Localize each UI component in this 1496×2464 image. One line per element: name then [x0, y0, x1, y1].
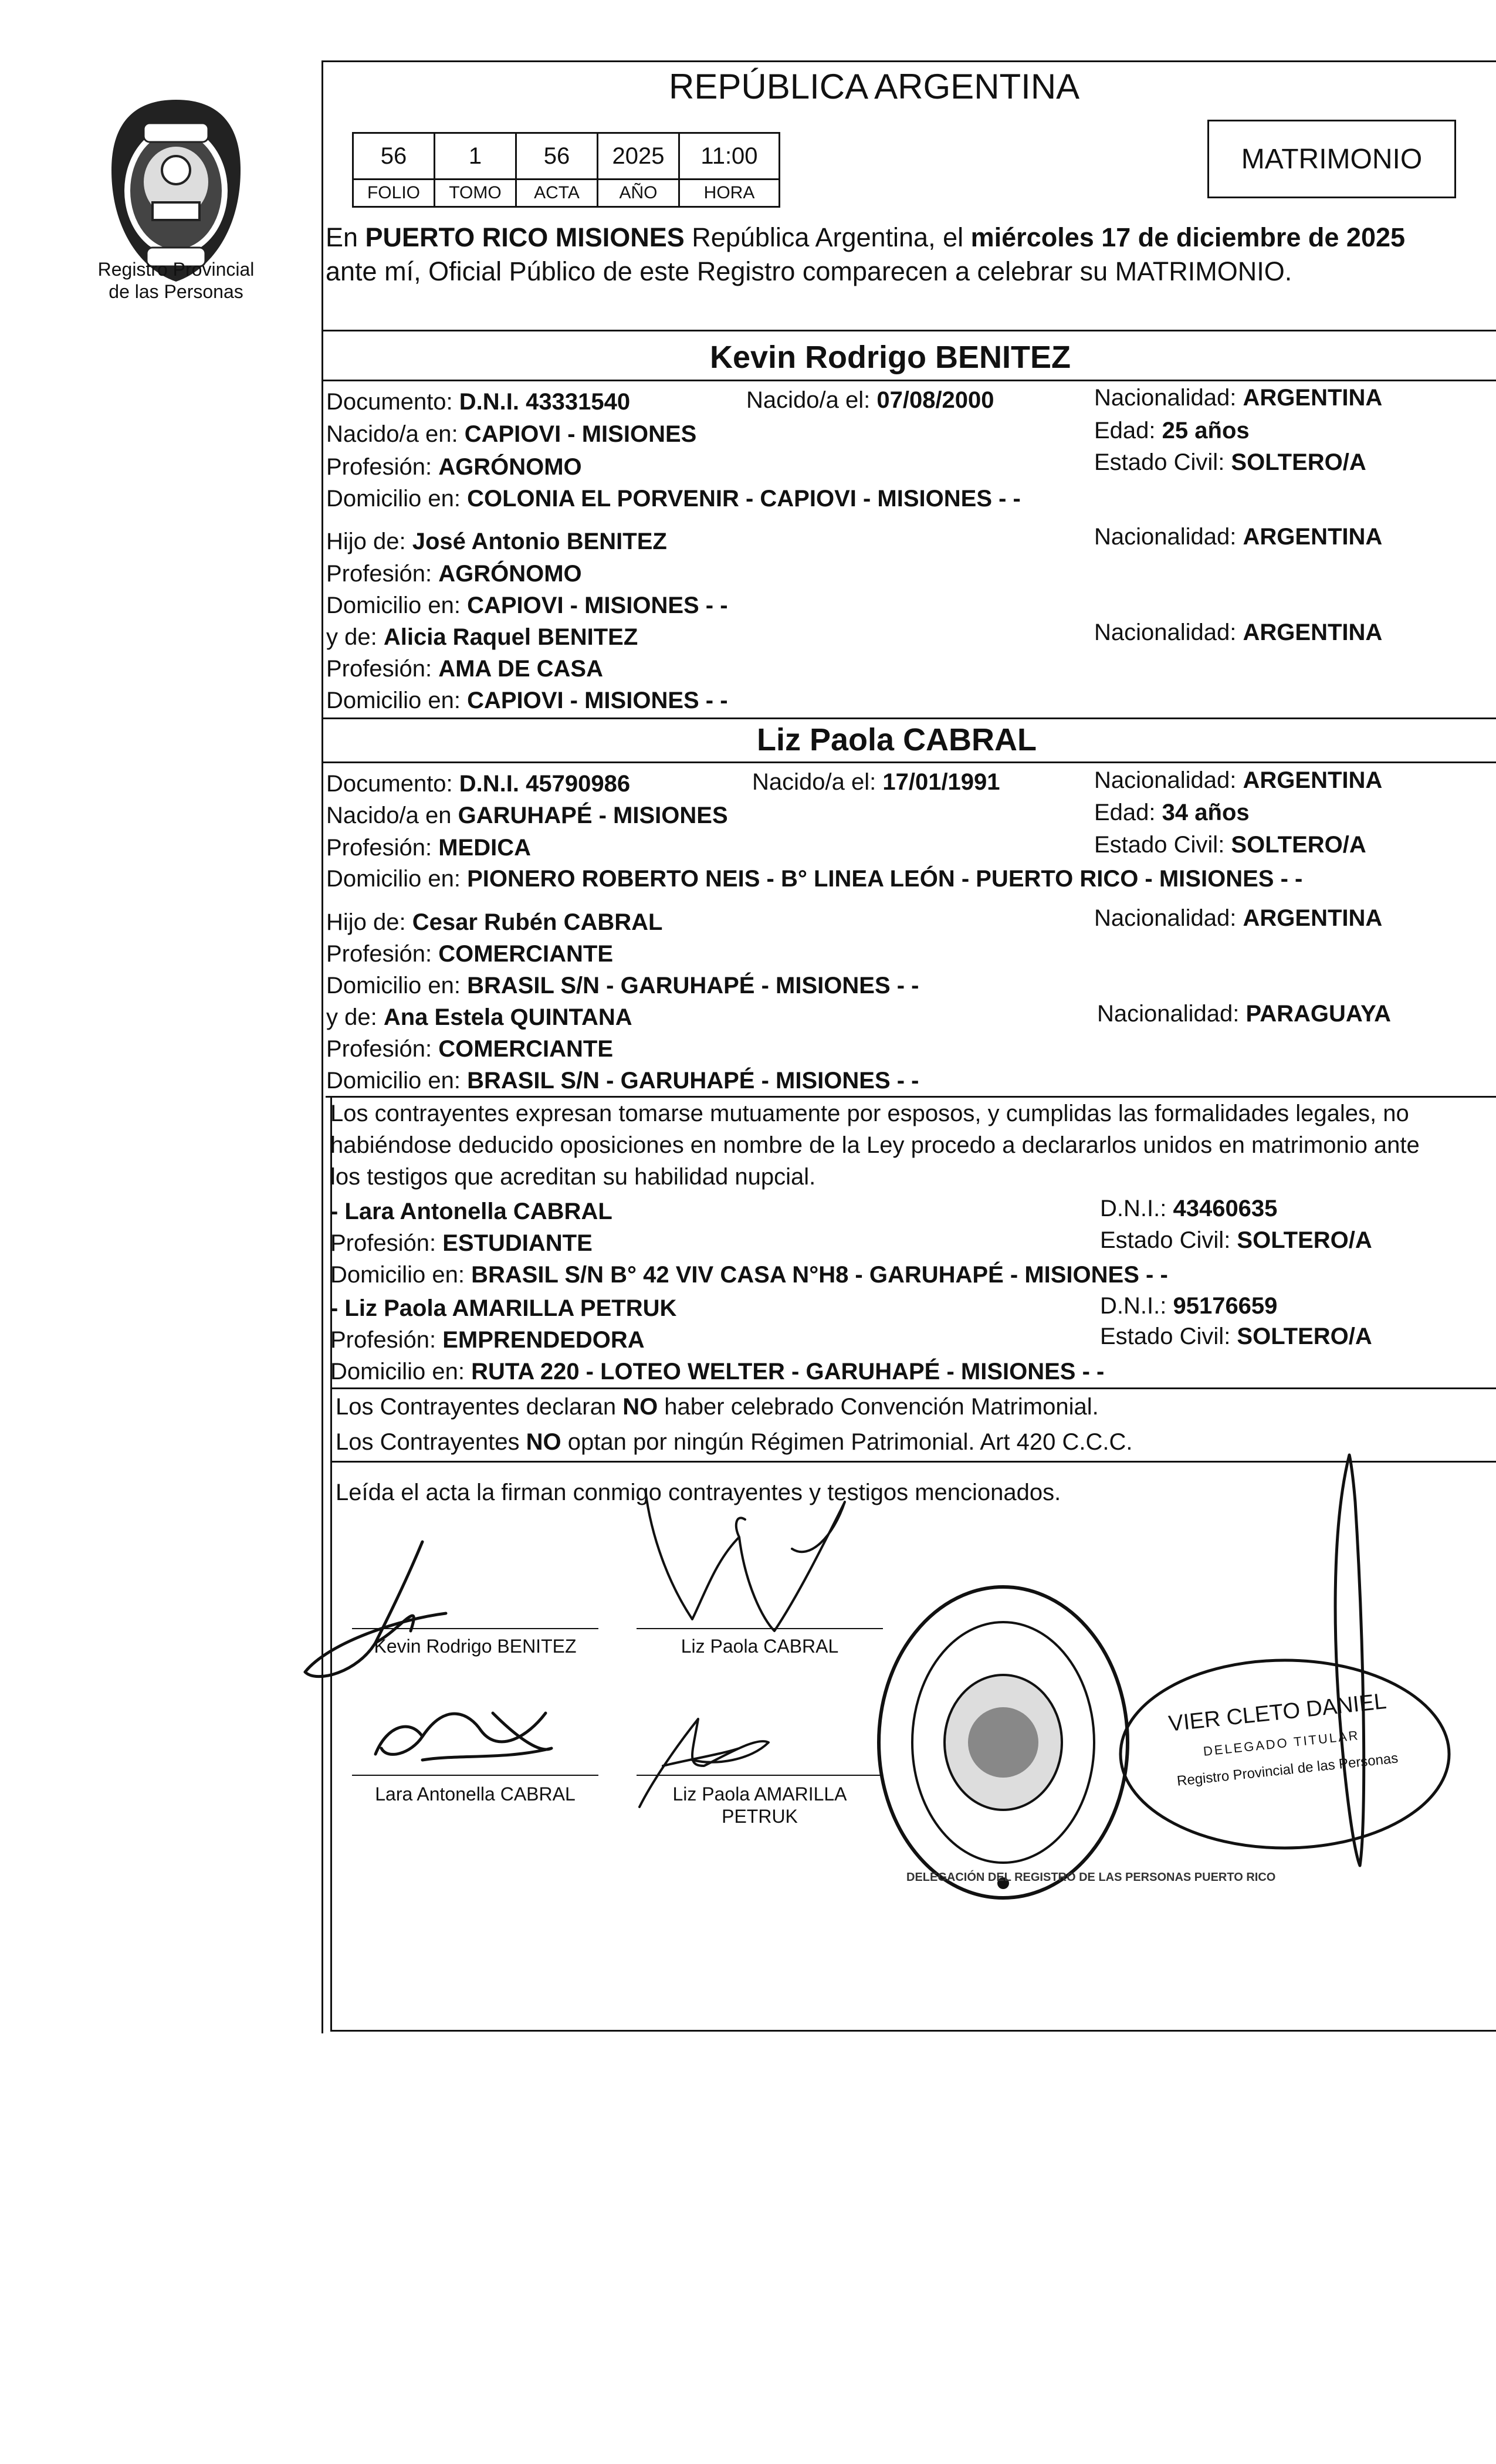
- label: Domicilio en:: [330, 1262, 472, 1288]
- label: Nacido/a en: [326, 803, 458, 828]
- value: BRASIL S/N - GARUHAPÉ - MISIONES - -: [467, 1068, 919, 1094]
- value: Cesar Rubén CABRAL: [412, 909, 663, 935]
- value: COLONIA EL PORVENIR - CAPIOVI - MISIONES - -: [467, 486, 1021, 512]
- value: CAPIOVI - MISIONES - -: [467, 688, 728, 713]
- acta-value: 56: [515, 132, 598, 180]
- label: Profesión:: [330, 1230, 443, 1256]
- label: Profesión:: [326, 941, 439, 967]
- label: Nacido/a en:: [326, 421, 465, 447]
- official-stamp-oval-icon: [1115, 1654, 1455, 1854]
- anio-label: AÑO: [597, 178, 680, 208]
- value: - Lara Antonella CABRAL: [330, 1199, 612, 1224]
- sig3-caption: Lara Antonella CABRAL: [375, 1783, 576, 1805]
- label: Domicilio en:: [326, 486, 468, 512]
- value: ARGENTINA: [1243, 620, 1383, 645]
- logo-caption-line1: Registro Provincial: [97, 259, 255, 280]
- label: Profesión:: [326, 835, 439, 861]
- bold: NO: [526, 1429, 561, 1455]
- label: Estado Civil:: [1094, 832, 1231, 858]
- value: José Antonio BENITEZ: [412, 529, 667, 554]
- stamp-ring-text: DELEGACIÓN DEL REGISTRO DE LAS PERSONAS PUERTO RICO: [906, 1871, 1276, 1884]
- value: 34 años: [1162, 800, 1250, 825]
- label: Profesión:: [330, 1327, 443, 1353]
- value: COMERCIANTE: [438, 941, 613, 967]
- value: ARGENTINA: [1243, 524, 1383, 550]
- sig4-caption-line1: Liz Paola AMARILLA: [672, 1783, 847, 1805]
- value: ARGENTINA: [1243, 905, 1383, 931]
- label: Domicilio en:: [326, 688, 468, 713]
- value: Alicia Raquel BENITEZ: [383, 624, 638, 650]
- value: 95176659: [1173, 1293, 1278, 1319]
- value: - Liz Paola AMARILLA PETRUK: [330, 1295, 677, 1321]
- value: RUTA 220 - LOTEO WELTER - GARUHAPÉ - MISIONES - -: [471, 1359, 1105, 1385]
- value: AGRÓNOMO: [438, 454, 582, 480]
- value: SOLTERO/A: [1231, 449, 1366, 475]
- intro-line2: ante mí, Oficial Público de este Registro comparecen a celebrar su MATRIMONIO.: [326, 256, 1292, 286]
- label: y de:: [326, 624, 384, 650]
- value: D.N.I. 43331540: [459, 389, 631, 415]
- value: ARGENTINA: [1243, 767, 1383, 793]
- label: Nacionalidad:: [1094, 767, 1243, 793]
- value: PIONERO ROBERTO NEIS - B° LINEA LEÓN - PUERTO RICO - MISIONES - -: [467, 866, 1303, 892]
- label: Estado Civil:: [1094, 449, 1231, 475]
- intro-mid: República Argentina, el: [684, 222, 971, 252]
- official-stamp: [1115, 1654, 1455, 1854]
- official-org: Registro Provincial de las Personas: [1176, 1750, 1399, 1789]
- anio-value: 2025: [597, 132, 680, 180]
- hora-value: 11:00: [678, 132, 780, 180]
- text: Los Contrayentes declaran: [336, 1394, 623, 1420]
- value: CAPIOVI - MISIONES - -: [467, 593, 728, 618]
- label: Nacionalidad:: [1094, 385, 1243, 411]
- hora-label: HORA: [678, 178, 780, 208]
- value: GARUHAPÉ - MISIONES: [458, 803, 728, 828]
- intro-en: En: [326, 222, 365, 252]
- tomo-label: TOMO: [434, 178, 517, 208]
- label: Documento:: [326, 771, 459, 797]
- value: BRASIL S/N - GARUHAPÉ - MISIONES - -: [467, 973, 919, 999]
- intro-date: miércoles 17 de diciembre de 2025: [970, 222, 1406, 252]
- text: Los Contrayentes: [336, 1429, 526, 1455]
- label: Estado Civil:: [1100, 1324, 1237, 1349]
- label: D.N.I.:: [1100, 1196, 1173, 1221]
- bold: NO: [622, 1394, 658, 1420]
- closing-line: Leída el acta la firman conmigo contrayentes y testigos mencionados.: [336, 1480, 1061, 1505]
- folio-label: FOLIO: [352, 178, 435, 208]
- declaration-line1: Los contrayentes expresan tomarse mutuamente por esposos, y cumplidas las formalidades legales, no: [330, 1101, 1409, 1126]
- country-title: REPÚBLICA ARGENTINA: [669, 67, 1080, 106]
- value: SOLTERO/A: [1237, 1227, 1372, 1253]
- folio-value: 56: [352, 132, 435, 180]
- logo-caption-line2: de las Personas: [109, 281, 243, 302]
- label: Hijo de:: [326, 529, 412, 554]
- text-post: haber celebrado Convención Matrimonial.: [658, 1394, 1099, 1420]
- doc-type-box: MATRIMONIO: [1207, 120, 1456, 198]
- label: Nacionalidad:: [1094, 620, 1243, 645]
- label: Domicilio en:: [326, 973, 468, 999]
- text-post: optan por ningún Régimen Patrimonial. Art 420 C.C.C.: [561, 1429, 1133, 1455]
- signature-liz-icon: [645, 1490, 845, 1631]
- signature-kevin-icon: [305, 1542, 446, 1677]
- label: Domicilio en:: [326, 593, 468, 618]
- label: D.N.I.:: [1100, 1293, 1173, 1319]
- spouse2-name: Liz Paola CABRAL: [757, 722, 1037, 757]
- value: EMPRENDEDORA: [442, 1327, 645, 1353]
- signature-lara-icon: [375, 1713, 551, 1760]
- value: COMERCIANTE: [438, 1036, 613, 1062]
- label: Profesión:: [326, 561, 439, 587]
- signature-amarilla-icon: [639, 1719, 769, 1807]
- value: SOLTERO/A: [1231, 832, 1366, 858]
- label: Domicilio en:: [326, 866, 468, 892]
- intro-place: PUERTO RICO MISIONES: [365, 222, 685, 252]
- value: AGRÓNOMO: [438, 561, 582, 587]
- label: Domicilio en:: [330, 1359, 472, 1385]
- label: Profesión:: [326, 656, 439, 682]
- tomo-value: 1: [434, 132, 517, 180]
- sig2-caption: Liz Paola CABRAL: [681, 1636, 839, 1657]
- registry-stamp-icon: [874, 1578, 1132, 1907]
- value: SOLTERO/A: [1237, 1324, 1372, 1349]
- sig1-caption: Kevin Rodrigo BENITEZ: [374, 1636, 577, 1657]
- label: Nacido/a el:: [752, 769, 883, 795]
- value: Ana Estela QUINTANA: [383, 1004, 632, 1030]
- official-title: DELEGADO TITULAR: [1202, 1728, 1360, 1759]
- value: ESTUDIANTE: [442, 1230, 593, 1256]
- value: D.N.I. 45790986: [459, 771, 631, 797]
- label: Domicilio en:: [326, 1068, 468, 1094]
- label: Estado Civil:: [1100, 1227, 1237, 1253]
- label: Hijo de:: [326, 909, 412, 935]
- declaration-line3: los testigos que acreditan su habilidad nupcial.: [330, 1164, 816, 1190]
- value: 17/01/1991: [882, 769, 1000, 795]
- label: Edad:: [1094, 418, 1162, 444]
- official-name: VIER CLETO DANIEL: [1167, 1689, 1388, 1737]
- label: Nacionalidad:: [1094, 905, 1243, 931]
- acta-label: ACTA: [515, 178, 598, 208]
- sig4-caption-line2: PETRUK: [722, 1806, 798, 1827]
- value: AMA DE CASA: [438, 656, 603, 682]
- label: Nacionalidad:: [1097, 1001, 1246, 1027]
- label: Documento:: [326, 389, 459, 415]
- value: 25 años: [1162, 418, 1250, 444]
- registry-stamp: [874, 1578, 1132, 1907]
- value: PARAGUAYA: [1245, 1001, 1391, 1027]
- declaration-line2: habiéndose deducido oposiciones en nombre de la Ley procedo a declararlos unidos en matrimonio ante: [330, 1132, 1420, 1158]
- value: 43460635: [1173, 1196, 1278, 1221]
- label: Nacionalidad:: [1094, 524, 1243, 550]
- value: MEDICA: [438, 835, 531, 861]
- value: CAPIOVI - MISIONES: [464, 421, 697, 447]
- label: Nacido/a el:: [746, 387, 877, 413]
- value: ARGENTINA: [1243, 385, 1383, 411]
- label: Profesión:: [326, 1036, 439, 1062]
- label: Profesión:: [326, 454, 439, 480]
- label: Edad:: [1094, 800, 1162, 825]
- value: BRASIL S/N B° 42 VIV CASA N°H8 - GARUHAPÉ - MISIONES - -: [471, 1262, 1168, 1288]
- label: y de:: [326, 1004, 384, 1030]
- spouse1-name: Kevin Rodrigo BENITEZ: [710, 340, 1071, 375]
- value: 07/08/2000: [876, 387, 994, 413]
